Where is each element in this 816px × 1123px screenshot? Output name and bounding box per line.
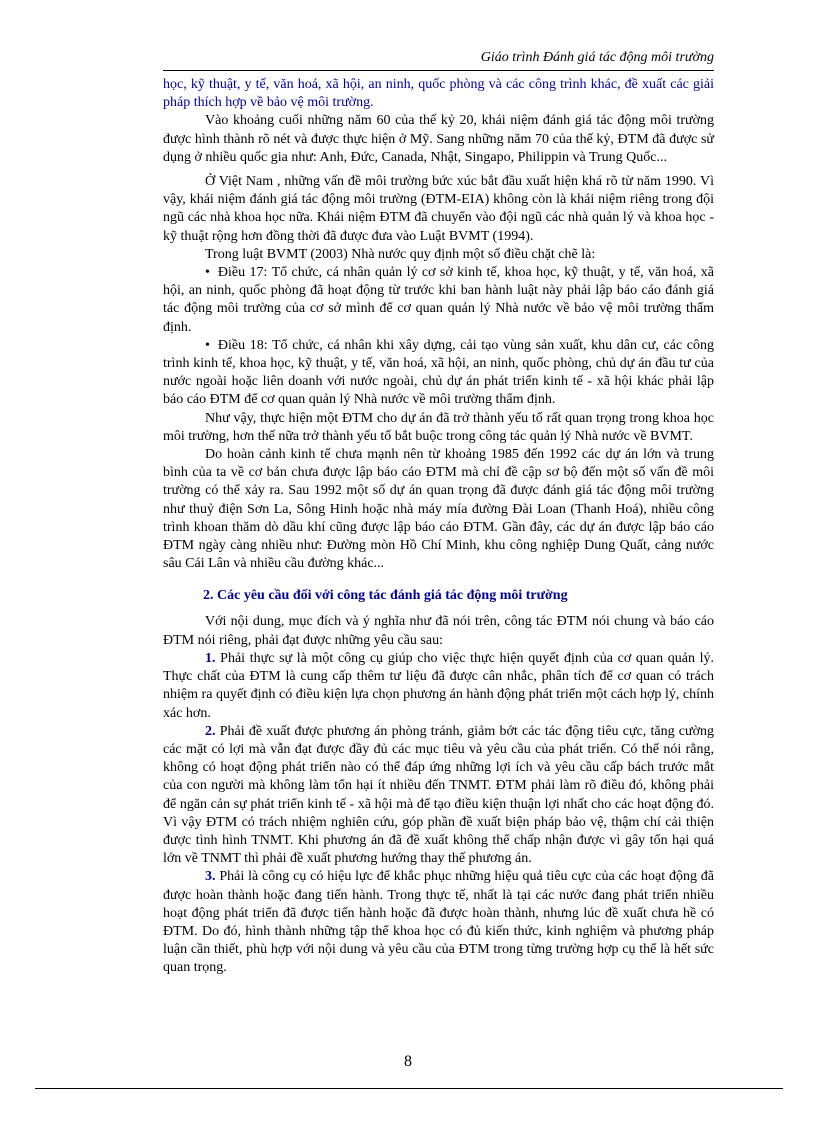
bullet-icon: • (205, 337, 210, 353)
requirement-text: Phải đề xuất được phương án phòng tránh, giảm bớt các tác động tiêu cực, tăng cường các mặt có lợi mà vẫn đạt được đầy đủ các mục tiêu và yêu cầu của phát triển. Có thể nói rằng, không có hoạt động phát triển nào có thể đáp ứng những lợi ích và yêu cầu cấp bách trước mắt của con người mà không làm tổn hại ít nhiều đến TNMT. ĐTM phải làm rõ điều đó, không phải để ngăn cản sự phát triển kinh tế - xã hội mà để tạo điều kiện thuận lợi nhất cho các hoạt động đó. Vì vậy ĐTM có trách nhiệm nghiên cứu, góp phần đề xuất biện pháp bảo vệ, thậm chí cải thiện được tình hình TNMT. Khi phương án đã đề xuất không thể chấp nhận được vì gây tổn hại quá lớn về TNMT thì phải đề xuất phương hướng thay thế phương án. (163, 723, 715, 867)
bullet-text: Điều 17: Tổ chức, cá nhân quản lý cơ sở kinh tế, khoa học, kỹ thuật, y tế, văn hoá, xã hội, an ninh, quốc phòng đã hoạt động từ trước khi ban hành luật này phải lập báo cáo đánh giá tác động môi trường của cơ sở mình để cơ quan quản lý Nhà nước về bảo vệ môi trường thẩm định. (163, 265, 714, 335)
bullet-item-article-18 (163, 337, 714, 410)
header-title: Giáo trình Đánh giá tác động môi trường (480, 50, 714, 65)
bullet-item-article-17 (163, 264, 714, 337)
page-body (163, 76, 714, 978)
requirement-item-3 (163, 868, 714, 977)
requirement-number: 3. (205, 869, 216, 885)
paragraph-continuation: học, kỹ thuật, y tế, văn hoá, xã hội, an ninh, quốc phòng và các công trình khác, đề xuất các giải pháp thích hợp về bảo vệ môi trường. (163, 77, 714, 111)
requirement-number: 1. (205, 650, 216, 666)
section-heading: 2. Các yêu cầu đối với công tác đánh giá tác động môi trường (203, 588, 568, 604)
requirement-text: Phải thực sự là một công cụ giúp cho việc thực hiện quyết định của cơ quan quản lý. Thực chất của ĐTM là cung cấp thêm tư liệu đã được cân nhắc, phân tích để cơ quan có trách nhiệm ra quyết định có điều kiện lựa chọn phương án hành động phát triển một cách hợp lý, chính xác hơn. (163, 650, 715, 721)
running-header (163, 49, 714, 71)
paragraph-vietnam: Ở Việt Nam , những vấn đề môi trường bức xúc bắt đầu xuất hiện khá rõ từ năm 1990. Vì vậy, khái niệm đánh giá tác động môi trường (ĐTM-EIA) không còn là khái niệm riêng trong đội ngũ các nhà khoa học nữa. Khái niệm ĐTM đã chuyển vào đội ngũ các nhà quản lý và khoa học - kỹ thuật rộng hơn đồng thời đã được đưa vào Luật BVMT (1994). (163, 174, 714, 244)
paragraph-importance: Như vậy, thực hiện một ĐTM cho dự án đã trở thành yếu tố rất quan trọng trong khoa học môi trường, hơn thế nữa trở thành yếu tố bắt buộc trong công tác quản lý Nhà nước về BVMT. (163, 410, 714, 444)
requirement-item-2 (163, 723, 714, 869)
section-intro: Với nội dung, mục đích và ý nghĩa như đã nói trên, công tác ĐTM nói chung và báo cáo ĐTM nói riêng, phải đạt được những yêu cầu sau: (163, 614, 714, 648)
bullet-text: Điều 18: Tổ chức, cá nhân khi xây dựng, cải tạo vùng sản xuất, khu dân cư, các công trình kinh tế, khoa học, kỹ thuật, y tế, văn hoá, xã hội, an ninh, quốc phòng, chủ dự án đầu tư của nước ngoài hoặc liên doanh với nước ngoài, chủ dự án phát triển kinh tế - xã hội khác phải lập báo cáo ĐTM để cơ quan quản lý Nhà nước về môi trường thẩm định. (163, 337, 714, 408)
requirement-text: Phải là công cụ có hiệu lực để khắc phục những hiệu quả tiêu cực của các hoạt động đã được hoàn thành hoặc đang tiến hành. Trong thực tế, nhất là tại các nước đang phát triển nhiều hoạt động phát triển đã được tiến hành hoặc đã được hoàn thành, nhưng lúc đề xuất chưa hề có ĐTM. Do đó, hình thành những tập thể khoa học có đủ kiến thức, kinh nghiệm và phương pháp luận cần thiết, phù hợp với nội dung và yêu cầu của ĐTM trong từng trường hợp cụ thể là hết sức quan trọng. (163, 869, 715, 976)
paragraph-history: Vào khoảng cuối những năm 60 của thế kỷ 20, khái niệm đánh giá tác động môi trường được hình thành rõ nét và được thực hiện ở Mỹ. Sang những năm 70 của thế kỷ, ĐTM đã được sử dụng ở nhiều quốc gia như: Anh, Đức, Canada, Nhật, Singapo, Philippin và Trung Quốc... (163, 113, 714, 165)
footer-divider (35, 1088, 783, 1089)
paragraph-projects: Do hoàn cảnh kinh tế chưa mạnh nên từ khoảng 1985 đến 1992 các dự án lớn và trung bình của ta về cơ bản chưa được lập báo cáo ĐTM mà chỉ đề cập sơ bộ đến một số vấn đề môi trường có thể xảy ra. Sau 1992 một số dự án quan trọng đã được đánh giá tác động môi trường như thuỷ điện Sơn La, Sông Hinh hoặc nhà máy mía đường Đài Loan (Thanh Hoá), nhiều công trình khoan thăm dò dầu khí cũng được lập báo cáo ĐTM. Gần đây, các dự án được lập báo cáo ĐTM ngày càng nhiều như: Đường mòn Hồ Chí Minh, khu công nghiệp Dung Quất, cảng nước sâu Cái Lân và nhiều cầu đường khác... (163, 447, 714, 572)
paragraph-law-intro: Trong luật BVMT (2003) Nhà nước quy định một số điều chặt chẽ là: (205, 246, 596, 262)
page-number: 8 (404, 1053, 412, 1070)
requirement-item-1 (163, 650, 714, 723)
bullet-icon: • (205, 265, 210, 281)
requirement-number: 2. (205, 723, 216, 739)
